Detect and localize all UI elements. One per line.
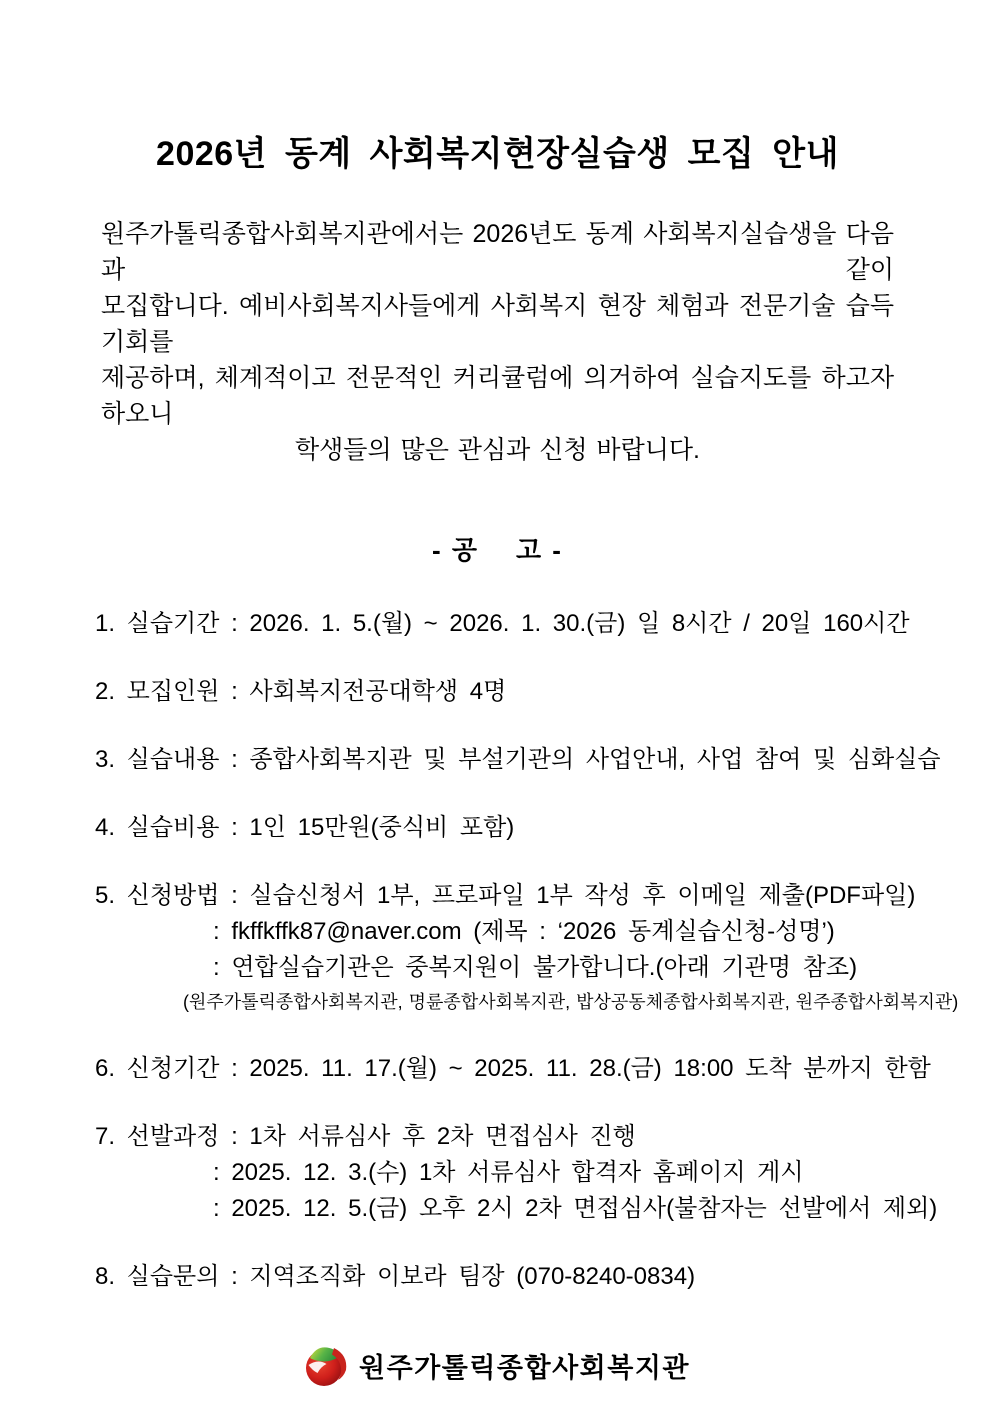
list-item-application-period [95,1051,931,1087]
list-item-practice-content [95,742,941,778]
org-logo-icon [305,1343,349,1387]
item-line: 7. 선발과정 : 1차 서류심사 후 2차 면접심사 진행 [95,1123,636,1150]
list-item-practice-fee [95,810,900,846]
item-line: 6. 신청기간 : 2025. 11. 17.(월) ~ 2025. 11. 28.(금) 18:00 도착 분까지 한함 [95,1055,931,1082]
intro-line-3: 제공하며, 체계적이고 전문적인 커리큘럼에 의거하여 실습지도를 하고자 하오니 [101,364,894,428]
footer [95,1343,900,1387]
list-item-contact [95,1259,900,1295]
intro-line-2: 모집합니다. 예비사회복지사들에게 사회복지 현장 체험과 전문기술 습득 기회를 [101,292,894,356]
item-line: 4. 실습비용 : 1인 15만원(중식비 포함) [95,814,515,841]
item-subline-restriction: : 연합실습기관은 중복지원이 불가합니다.(아래 기관명 참조) [213,954,858,981]
item-subline-interview: : 2025. 12. 5.(금) 오후 2시 2차 면접심사(불참자는 선발에서 제외) [213,1195,938,1222]
item-line: 5. 신청방법 : 실습신청서 1부, 프로파일 1부 작성 후 이메일 제출(PDF파일) [95,882,916,909]
item-subline-document-result: : 2025. 12. 3.(수) 1차 서류심사 합격자 홈페이지 게시 [213,1159,804,1186]
list-item-application-method [95,878,959,1019]
page-title: 2026년 동계 사회복지현장실습생 모집 안내 [156,135,839,173]
list-item-practice-period [95,606,910,642]
list-item-selection-process [95,1119,938,1227]
notice-list [95,606,959,1295]
list-item-recruit-count [95,674,900,710]
item-line: 2. 모집인원 : 사회복지전공대학생 4명 [95,678,507,705]
item-note-institutions: (원주가톨릭종합사회복지관, 명륜종합사회복지관, 밥상공동체종합사회복지관, 원주종합사회복지관) [183,992,959,1012]
notice-heading: - 공 고 - [432,535,563,565]
item-line: 8. 실습문의 : 지역조직화 이보라 팀장 (070-8240-0834) [95,1263,696,1290]
intro-line-1: 원주가톨릭종합사회복지관에서는 2026년도 동계 사회복지실습생을 다음과 같이 [101,220,894,284]
intro-paragraph [101,216,894,468]
org-name: 원주가톨릭종합사회복지관 [359,1352,690,1383]
intro-line-4: 학생들의 많은 관심과 신청 바랍니다. [295,436,700,464]
item-line: 3. 실습내용 : 종합사회복지관 및 부설기관의 사업안내, 사업 참여 및 심화실습 [95,746,941,773]
item-line: 1. 실습기간 : 2026. 1. 5.(월) ~ 2026. 1. 30.(금) 일 8시간 / 20일 160시간 [95,610,910,637]
item-subline-email: : fkffkffk87@naver.com (제목 : ‘2026 동계실습신청-성명’) [213,918,835,945]
